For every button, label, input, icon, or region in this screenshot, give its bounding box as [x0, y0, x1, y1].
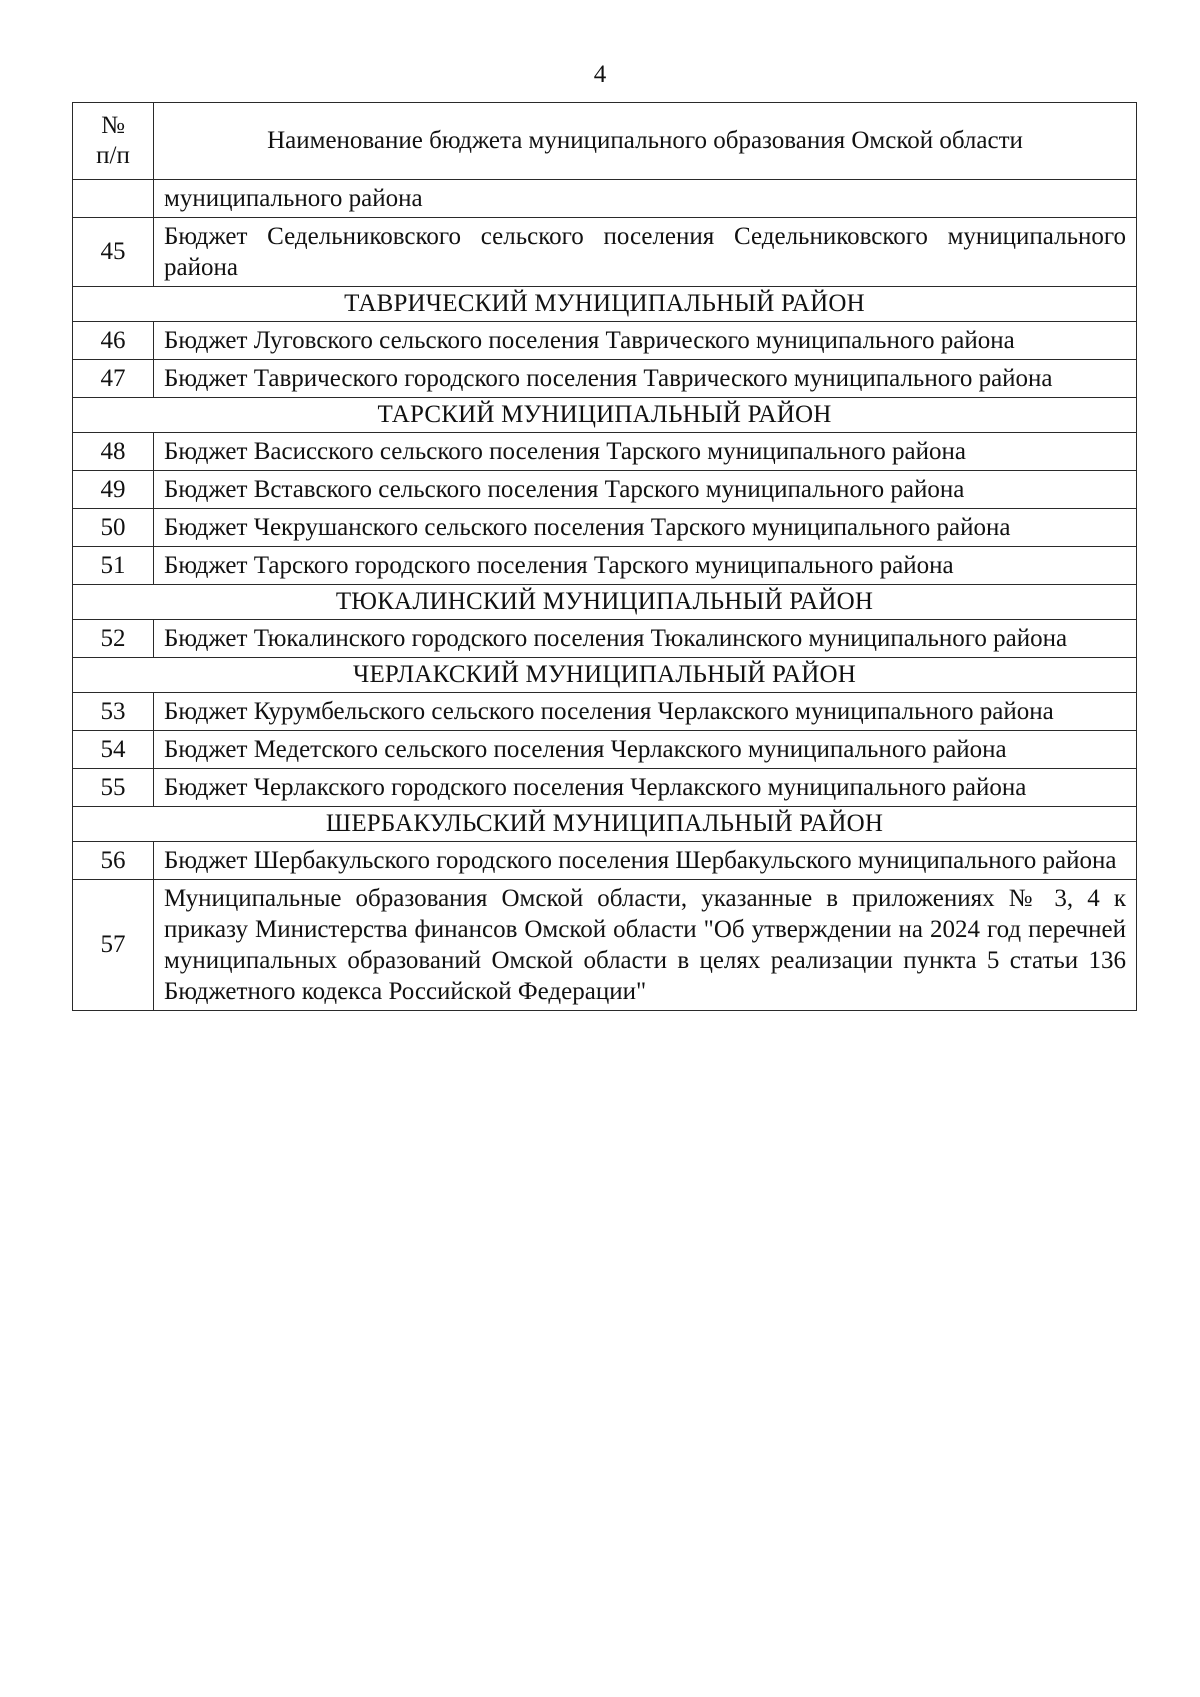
- row-number: 48: [73, 433, 154, 471]
- table-row: [73, 731, 1137, 769]
- district-heading: ТЮКАЛИНСКИЙ МУНИЦИПАЛЬНЫЙ РАЙОН: [73, 585, 1137, 620]
- row-number: 46: [73, 322, 154, 360]
- table-row: [73, 693, 1137, 731]
- row-number: 54: [73, 731, 154, 769]
- table-body: [73, 180, 1137, 1011]
- row-number: 56: [73, 842, 154, 880]
- row-number: 50: [73, 509, 154, 547]
- table-header-row: [73, 103, 1137, 180]
- table-row: [73, 218, 1137, 287]
- row-budget-name: Бюджет Черлакского городского поселения Черлакского муниципального района: [154, 769, 1137, 807]
- budget-table: [72, 102, 1137, 1011]
- row-number: 49: [73, 471, 154, 509]
- district-row: [73, 807, 1137, 842]
- row-budget-name: Муниципальные образования Омской области, указанные в приложениях № 3, 4 к приказу Министерства финансов Омской области "Об утверждении на 2024 год перечней муниципальных образований Омской области в целях реализации пункта 5 статьи 136 Бюджетного кодекса Российской Федерации": [154, 880, 1137, 1011]
- row-number: 57: [73, 880, 154, 1011]
- row-budget-name: Бюджет Луговского сельского поселения Таврического муниципального района: [154, 322, 1137, 360]
- header-number-cell: [73, 103, 154, 180]
- table-row: [73, 433, 1137, 471]
- row-budget-name: Бюджет Медетского сельского поселения Черлакского муниципального района: [154, 731, 1137, 769]
- table-row: [73, 769, 1137, 807]
- row-number: 51: [73, 547, 154, 585]
- district-row: [73, 398, 1137, 433]
- row-number: 47: [73, 360, 154, 398]
- row-budget-name: Бюджет Вставского сельского поселения Тарского муниципального района: [154, 471, 1137, 509]
- row-budget-name: муниципального района: [154, 180, 1137, 218]
- district-heading: ШЕРБАКУЛЬСКИЙ МУНИЦИПАЛЬНЫЙ РАЙОН: [73, 807, 1137, 842]
- page-number: 4: [593, 61, 607, 88]
- header-number-symbol: №: [101, 112, 125, 139]
- table-row: [73, 509, 1137, 547]
- row-number: 45: [73, 218, 154, 287]
- table-row: [73, 471, 1137, 509]
- table-row: [73, 880, 1137, 1011]
- row-budget-name: Бюджет Таврического городского поселения Таврического муниципального района: [154, 360, 1137, 398]
- district-heading: ТАРСКИЙ МУНИЦИПАЛЬНЫЙ РАЙОН: [73, 398, 1137, 433]
- district-heading: ТАВРИЧЕСКИЙ МУНИЦИПАЛЬНЫЙ РАЙОН: [73, 287, 1137, 322]
- table-row: [73, 322, 1137, 360]
- row-budget-name: Бюджет Чекрушанского сельского поселения Тарского муниципального района: [154, 509, 1137, 547]
- district-row: [73, 658, 1137, 693]
- table-row: [73, 842, 1137, 880]
- row-budget-name: Бюджет Седельниковского сельского поселения Седельниковского муниципального района: [154, 218, 1137, 287]
- row-budget-name: Бюджет Курумбельского сельского поселения Черлакского муниципального района: [154, 693, 1137, 731]
- row-number: 52: [73, 620, 154, 658]
- district-heading: ЧЕРЛАКСКИЙ МУНИЦИПАЛЬНЫЙ РАЙОН: [73, 658, 1137, 693]
- district-row: [73, 287, 1137, 322]
- row-budget-name: Бюджет Тарского городского поселения Тарского муниципального района: [154, 547, 1137, 585]
- district-row: [73, 585, 1137, 620]
- row-number: 55: [73, 769, 154, 807]
- header-number-abbr: п/п: [96, 142, 130, 169]
- row-budget-name: Бюджет Шербакульского городского поселения Шербакульского муниципального района: [154, 842, 1137, 880]
- table-row: [73, 360, 1137, 398]
- row-budget-name: Бюджет Тюкалинского городского поселения Тюкалинского муниципального района: [154, 620, 1137, 658]
- header-name-cell: Наименование бюджета муниципального образования Омской области: [154, 103, 1137, 180]
- table-row: [73, 180, 1137, 218]
- table-row: [73, 620, 1137, 658]
- row-budget-name: Бюджет Васисского сельского поселения Тарского муниципального района: [154, 433, 1137, 471]
- table-row: [73, 547, 1137, 585]
- row-number: [73, 180, 154, 218]
- row-number: 53: [73, 693, 154, 731]
